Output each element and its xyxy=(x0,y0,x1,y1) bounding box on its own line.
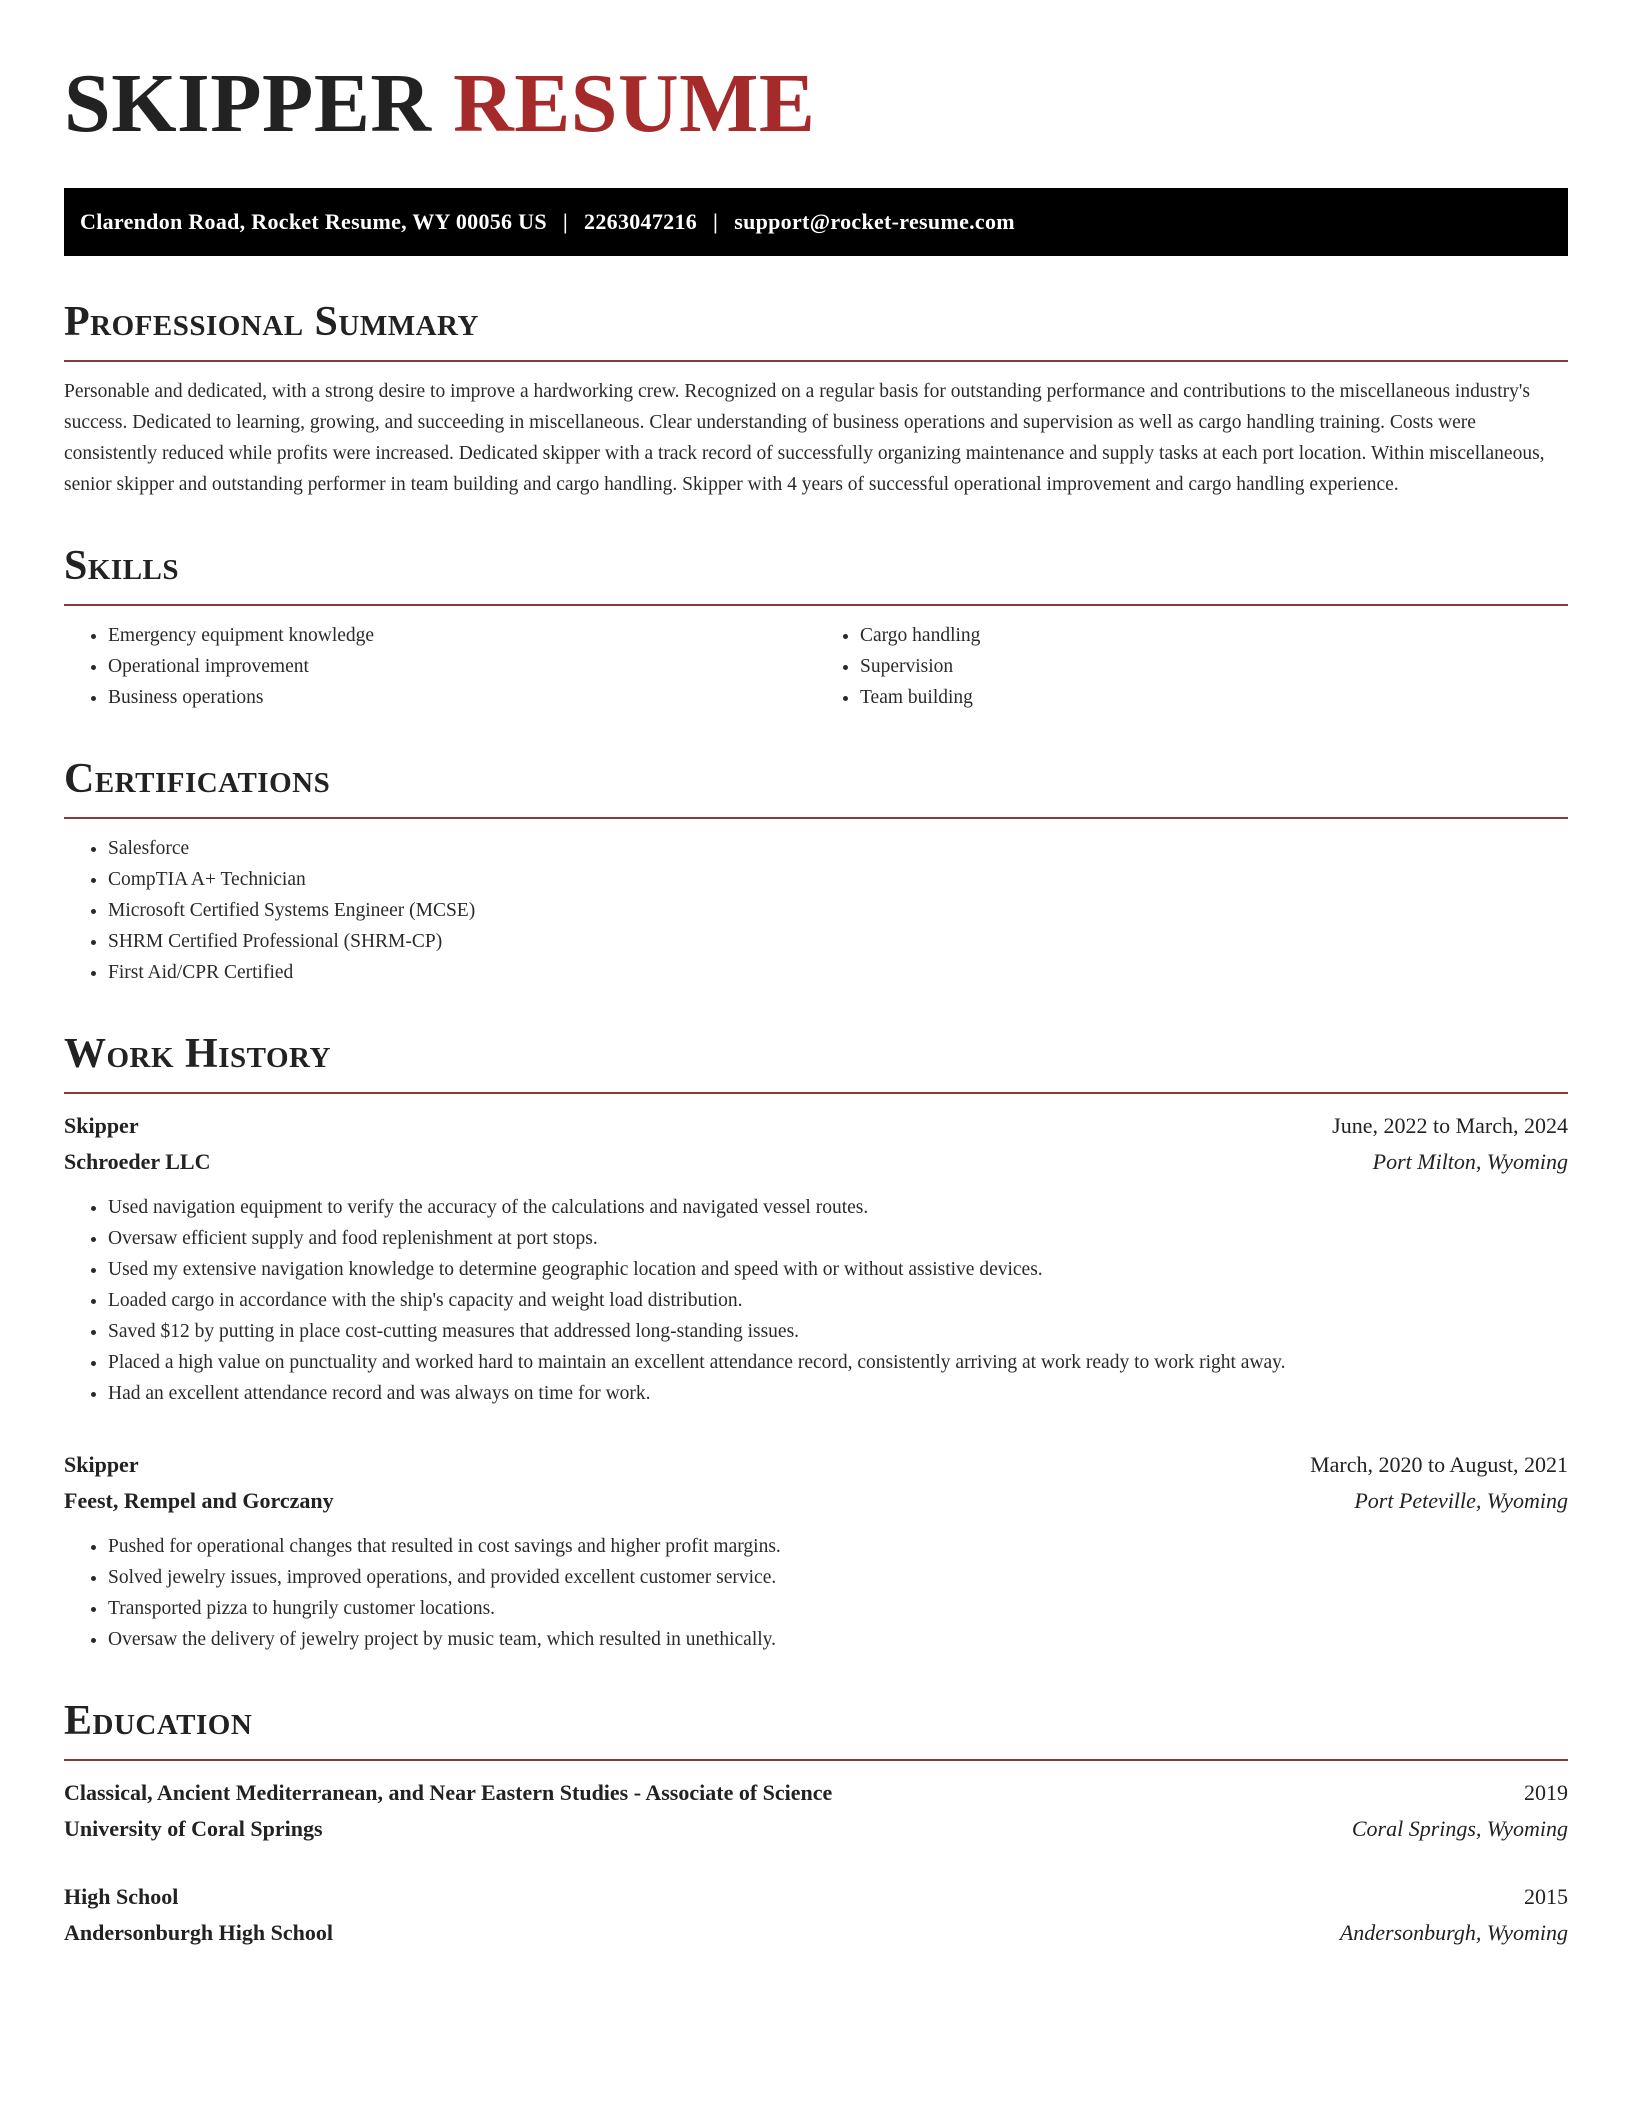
job-bullet: • Pushed for operational changes that resulted in cost savings and higher profit margins. xyxy=(108,1531,1568,1562)
certification-item: • Microsoft Certified Systems Engineer (MCSE) xyxy=(108,895,1568,926)
education-degree-row xyxy=(64,1775,1568,1811)
job-header-row xyxy=(64,1108,1568,1144)
education-school: University of Coral Springs xyxy=(64,1816,323,1841)
job-bullets xyxy=(64,1192,1568,1409)
last-name: RESUME xyxy=(453,57,816,150)
job-bullet: • Had an excellent attendance record and was always on time for work. xyxy=(108,1378,1568,1409)
section-title: Professional Summary xyxy=(64,299,479,345)
job-company: Feest, Rempel and Gorczany xyxy=(64,1488,334,1513)
section-divider xyxy=(64,604,1568,606)
education-location: Andersonburgh, Wyoming xyxy=(1339,1920,1568,1945)
job-bullets xyxy=(64,1531,1568,1655)
contact-bar xyxy=(64,188,1568,256)
education-section xyxy=(64,1697,1568,1951)
job-bullet: • Loaded cargo in accordance with the ship's capacity and weight load distribution. xyxy=(108,1285,1568,1316)
job-bullet: • Solved jewelry issues, improved operations, and provided excellent customer service. xyxy=(108,1562,1568,1593)
education-school-row xyxy=(64,1811,1568,1847)
contact-separator: | xyxy=(713,209,719,234)
skills-list-left xyxy=(64,620,816,713)
skills-grid xyxy=(64,620,1568,713)
summary-text: Personable and dedicated, with a strong desire to improve a hardworking crew. Recognized on a regular basis for outstanding performance and contributions to the miscellaneous industry's success. Dedicated to learning, growing, and succeeding in miscellaneous. Clear understanding of business operations and supervision as well as cargo handling training. Costs were consistently reduced while profits were increased. Dedicated skipper with a track record of successfully organizing maintenance and supply tasks at each port location. Within miscellaneous, senior skipper and outstanding performer in team building and cargo handling. Skipper with 4 years of successful operational improvement and cargo handling experience. xyxy=(64,381,1545,495)
first-name: SKIPPER xyxy=(64,57,432,150)
contact-address: Clarendon Road, Rocket Resume, WY 00056 US xyxy=(80,209,547,234)
education-location: Coral Springs, Wyoming xyxy=(1351,1816,1568,1841)
skill-item: • Supervision xyxy=(860,651,1568,682)
section-divider xyxy=(64,1092,1568,1094)
job-bullet: • Used navigation equipment to verify the accuracy of the calculations and navigated vessel routes. xyxy=(108,1192,1568,1223)
contact-email: support@rocket-resume.com xyxy=(734,209,1015,234)
job-bullet: • Oversaw efficient supply and food replenishment at port stops. xyxy=(108,1223,1568,1254)
section-title: Education xyxy=(64,1698,253,1744)
section-divider xyxy=(64,1759,1568,1761)
education-year: 2019 xyxy=(1524,1780,1568,1805)
skills-section xyxy=(64,542,1568,713)
work-history-section xyxy=(64,1030,1568,1655)
contact-separator: | xyxy=(562,209,569,234)
certification-item: • First Aid/CPR Certified xyxy=(108,957,1568,988)
job-bullet: • Placed a high value on punctuality and worked hard to maintain an excellent attendance record, consistently arriving at work ready to work right away. xyxy=(108,1347,1568,1378)
job-bullet: • Transported pizza to hungrily customer locations. xyxy=(108,1593,1568,1624)
education-degree-row xyxy=(64,1879,1568,1915)
certifications-section xyxy=(64,755,1568,988)
certifications-list xyxy=(64,833,1568,988)
job-dates: March, 2020 to August, 2021 xyxy=(1310,1452,1568,1477)
job-bullet: • Used my extensive navigation knowledge to determine geographic location and speed with or without assistive devices. xyxy=(108,1254,1568,1285)
skill-item: • Business operations xyxy=(108,682,816,713)
section-divider xyxy=(64,360,1568,362)
education-school: Andersonburgh High School xyxy=(64,1920,333,1945)
job-company: Schroeder LLC xyxy=(64,1149,211,1174)
education-school-row xyxy=(64,1915,1568,1951)
job-dates: June, 2022 to March, 2024 xyxy=(1332,1113,1568,1138)
skill-item: • Operational improvement xyxy=(108,651,816,682)
section-title: Certifications xyxy=(64,756,331,802)
job-location: Port Milton, Wyoming xyxy=(1372,1149,1568,1174)
job-title: Skipper xyxy=(64,1452,139,1477)
certification-item: • Salesforce xyxy=(108,833,1568,864)
job-bullet: • Oversaw the delivery of jewelry project by music team, which resulted in unethically. xyxy=(108,1624,1568,1655)
certification-item: • SHRM Certified Professional (SHRM-CP) xyxy=(108,926,1568,957)
job-bullet: • Saved $12 by putting in place cost-cutting measures that addressed long-standing issues. xyxy=(108,1316,1568,1347)
contact-phone: 2263047216 xyxy=(584,209,698,234)
job-company-row xyxy=(64,1144,1568,1180)
job-entry xyxy=(64,1447,1568,1655)
section-divider xyxy=(64,817,1568,819)
education-degree: High School xyxy=(64,1884,179,1909)
job-company-row xyxy=(64,1483,1568,1519)
skill-item: • Emergency equipment knowledge xyxy=(108,620,816,651)
education-entry xyxy=(64,1879,1568,1951)
summary-section xyxy=(64,298,1568,500)
job-entry xyxy=(64,1108,1568,1409)
certification-item: • CompTIA A+ Technician xyxy=(108,864,1568,895)
section-title: Skills xyxy=(64,543,180,589)
job-header-row xyxy=(64,1447,1568,1483)
job-location: Port Peteville, Wyoming xyxy=(1354,1488,1568,1513)
education-year: 2015 xyxy=(1524,1884,1568,1909)
skill-item: • Team building xyxy=(860,682,1568,713)
education-entry xyxy=(64,1775,1568,1847)
resume-name xyxy=(64,56,1568,152)
skills-list-right xyxy=(816,620,1568,713)
job-title: Skipper xyxy=(64,1113,139,1138)
skill-item: • Cargo handling xyxy=(860,620,1568,651)
education-degree: Classical, Ancient Mediterranean, and Near Eastern Studies - Associate of Science xyxy=(64,1780,833,1805)
section-title: Work History xyxy=(64,1031,331,1077)
